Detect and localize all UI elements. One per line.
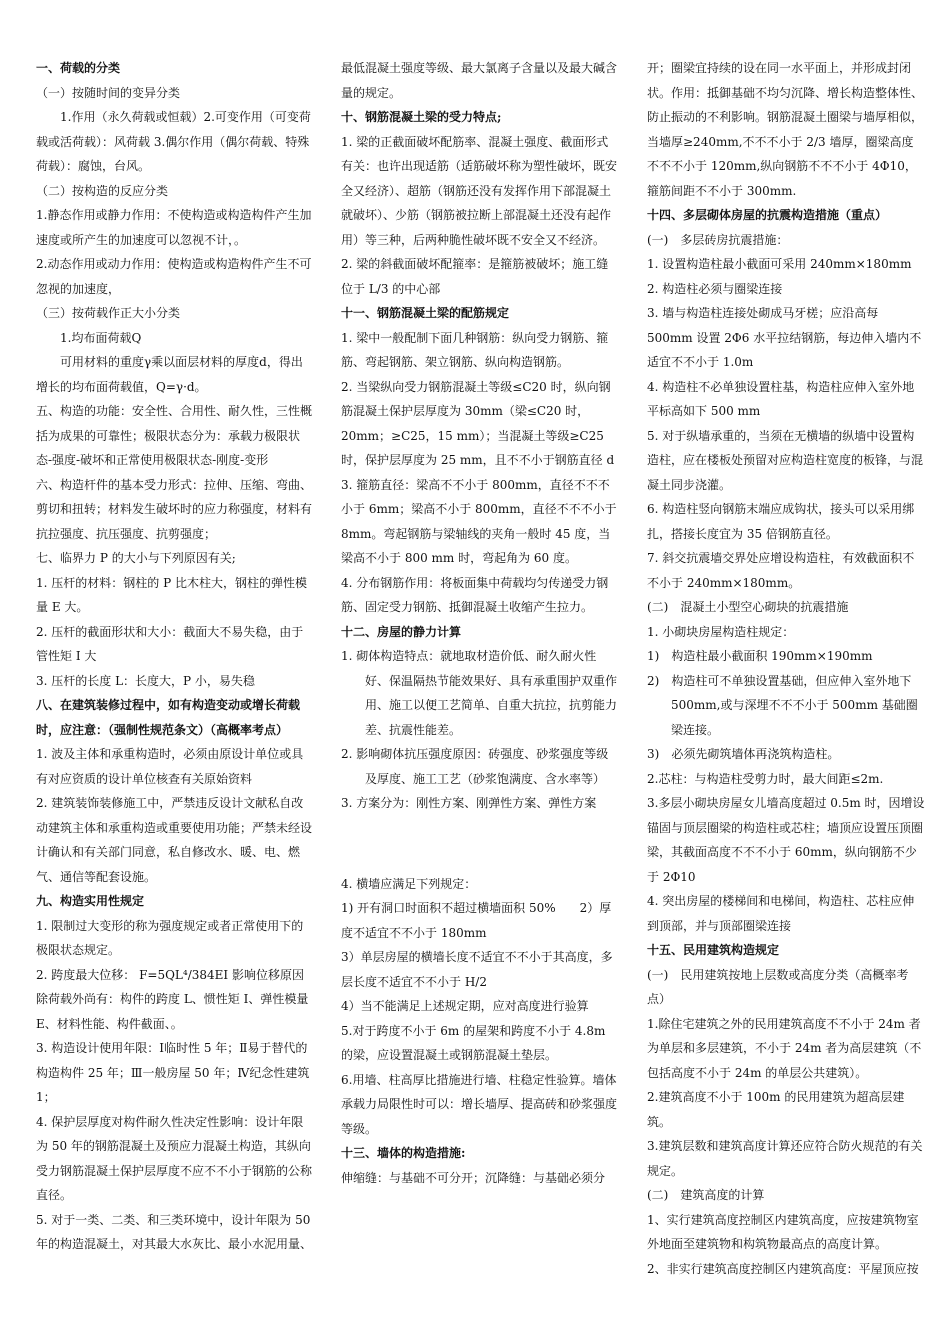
- paragraph: 3.多层小砌块房屋女儿墙高度超过 0.5m 时，因增设锚固与顶层圈梁的构造柱或芯柱；墙顶应设置压顶圈梁，其截面高度不不不小于 60mm，纵向钢筋不少于 2Φ10: [647, 796, 925, 884]
- paragraph: 3) 必须先砌筑墙体再浇筑构造柱。: [647, 747, 840, 761]
- paragraph: 2. 压杆的截面形状和大小：截面大不易失稳，由于管性矩 I 大: [36, 624, 304, 663]
- paragraph: 五、构造的功能：安全性、合用性、耐久性，三性概括为成果的可靠性；极限状态分为：承载力极限状态-强度-破坏和正常使用极限状态-刚度-变形: [36, 404, 313, 467]
- paragraph: 2.建筑高度不小于 100m 的民用建筑为超高层建筑。: [647, 1090, 905, 1129]
- paragraph: 1. 梁中一般配制下面几种钢筋：纵向受力钢筋、箍筋、弯起钢筋、架立钢筋、纵向构造钢筋。: [341, 330, 609, 369]
- section-heading: 十四、多层砌体房屋的抗震构造措施（重点）: [647, 208, 888, 222]
- paragraph: 1. 小砌块房屋构造柱规定：: [647, 624, 795, 639]
- paragraph: 1.静态作用或静力作用：不使构造或构造构件产生加速度或所产生的加速度可以忽视不计，。: [36, 208, 312, 247]
- paragraph: (二) 混凝土小型空心砌块的抗震措施: [647, 600, 849, 614]
- paragraph: 4）当不能满足上述规定期，应对高度进行验算: [341, 999, 589, 1013]
- section-heading: 九、构造实用性规定: [36, 894, 145, 908]
- paragraph: 2. 影响砌体抗压强度原因：砖强度、砂浆强度等级及厚度、施工工艺（砂浆饱满度、含水率等）: [341, 747, 609, 786]
- paragraph: 5.对于跨度不小于 6m 的屋架和跨度不小于 4.8m 的梁，应设置混凝土或钢筋混凝土垫层。: [341, 1023, 606, 1062]
- paragraph: 1、实行建筑高度控制区内建筑高度，应按建筑物室外地面至建筑物和构筑物最高点的高度计算。: [647, 1212, 919, 1251]
- paragraph: 2.芯柱：与构造柱受剪力时，最大间距≤2m.: [647, 771, 884, 786]
- section-heading: 十二、房屋的静力计算: [341, 624, 462, 639]
- paragraph: 1. 设置构造柱最小截面可采用 240mm×180mm: [647, 257, 912, 271]
- paragraph: 1) 开有洞口时面积不超过横墙面积 50% 2）厚度不适宜不不小于 180mm: [341, 901, 612, 940]
- paragraph: 2、非实行建筑高度控制区内建筑高度：平屋顶应按: [647, 1261, 919, 1276]
- paragraph: 6.用墙、柱高厚比措施进行墙、柱稳定性验算。墙体承载力局限性时可以：增长墙厚、提高砖和砂浆强度等级。: [341, 1072, 618, 1136]
- paragraph: 7. 斜交抗震墙交界处应增设构造柱，有效截面积不不小于 240mm×180mm。: [647, 551, 915, 590]
- paragraph: 开；圈梁宜持续的设在同一水平面上，并形成封闭状。作用：抵御基础不均匀沉降、增长构造整体性、防止振动的不利影响。钢筋混凝土圈梁与墙厚相似，当墙厚≥240mm,不不不小于 2/3 墙厚，圈梁高度不不不小于 120mm,纵向钢筋不不不小于 4Φ10，箍筋间距不不小于 300mm.: [647, 61, 924, 198]
- column-right: [647, 56, 925, 1281]
- paragraph: (二) 建筑高度的计算: [647, 1188, 765, 1202]
- paragraph: 2. 梁的斜截面破坏配箍率：是箍筋被破坏；施工缝位于 L/3 的中心部: [341, 257, 609, 296]
- paragraph: （一）按随时间的变异分类: [36, 85, 181, 100]
- paragraph: 2. 建筑装饰装修施工中，严禁违反设计文献私自改动建筑主体和承重构造或重要使用功能；严禁未经设计确认和有关部门同意，私自修改水、暖、电、燃气、通信等配套设施。: [36, 796, 313, 884]
- paragraph: 1. 压杆的材料：钢柱的 P 比木柱大，钢柱的弹性模量 E 大。: [36, 575, 307, 614]
- paragraph: 最低混凝土强度等级、最大氯离子含量以及最大碱含量的规定。: [341, 61, 618, 100]
- paragraph: (一) 多层砖房抗震措施：: [647, 232, 789, 247]
- section-heading: 一、荷载的分类: [36, 61, 121, 75]
- paragraph: 1.作用（永久荷载或恒载）2.可变作用（可变荷载或活荷载）：风荷载 3.偶尔作用（偶尔荷载、特殊荷载）：腐蚀，台风。: [36, 110, 311, 173]
- paragraph: 4. 分布钢筋作用：将板面集中荷载均匀传递受力钢筋、固定受力钢筋、抵御混凝土收缩产生拉力。: [341, 575, 609, 614]
- paragraph: 2) 构造柱可不单独设置基础，但应伸入室外地下 500mm,或与深埋不不不小于 500mm 基础圈梁连接。: [647, 673, 918, 737]
- paragraph: 4. 构造柱不必单独设置柱基，构造柱应伸入室外地平标高如下 500 mm: [647, 379, 915, 418]
- paragraph: 4. 突出房屋的楼梯间和电梯间，构造柱、芯柱应伸到顶部，并与顶部圈梁连接: [647, 894, 915, 933]
- paragraph: 3）单层房屋的横墙长度不适宜不不小于其高度，多层长度不适宜不不小于 H/2: [341, 950, 613, 989]
- paragraph: 2.动态作用或动力作用：使构造或构造构件产生不可忽视的加速度，: [36, 257, 312, 296]
- paragraph: 5. 对于纵墙承重的，当须在无横墙的纵墙中设置构造柱，应在楼板处预留对应构造柱宽度的板锋，与混凝土同步浇灌。: [647, 428, 924, 492]
- section-heading: 十、钢筋混凝土梁的受力特点;: [341, 110, 502, 124]
- paragraph: 可用材料的重度γ乘以面层材料的厚度d，得出增长的均布面荷载值，Q=γ·d。: [36, 355, 303, 394]
- section-heading: 十三、墙体的构造措施:: [341, 1146, 466, 1160]
- paragraph: 5. 对于一类、二类、和三类环境中，设计年限为 50 年的构造混凝土，对其最大水灰比、最小水泥用量、: [36, 1212, 313, 1251]
- paragraph: 2. 当梁纵向受力钢筋混凝土等级≤C20 时，纵向钢筋混凝土保护层厚度为 30mm（梁≤C20 时，20mm；≥C25，15 mm）；当混凝土等级≥C25 时，保护层厚度为 25 mm，且不不小于钢筋直径 d: [341, 379, 615, 467]
- paragraph: 1) 构造柱最小截面积 190mm×190mm: [647, 649, 873, 663]
- paragraph: （三）按荷载作正大小分类: [36, 306, 181, 320]
- column-middle: [341, 56, 619, 1190]
- paragraph: 4. 保护层厚度对构件耐久性决定性影响：设计年限为 50 年的钢筋混凝土及预应力混凝土构造，其纵向受力钢筋混凝土保护层厚度不应不不小于钢筋的公称直径。: [36, 1114, 313, 1202]
- paragraph: [341, 816, 619, 872]
- paragraph: 2. 跨度最大位移： F=5QL⁴/384EI 影响位移原因除荷载外尚有：构件的跨度 L、惯性矩 I、弹性模量 E、材料性能、构件截面、。: [36, 967, 309, 1031]
- paragraph: 六、构造杆件的基本受力形式：拉伸、压缩、弯曲、剪切和扭转；材料发生破坏时的应力称强度，材料有抗拉强度、抗压强度、抗剪强度；: [36, 477, 313, 541]
- paragraph: 3. 箍筋直径：梁高不不小于 800mm，直径不不不小于 6mm；梁高不小于 800mm，直径不不不小于 8mm。弯起钢筋与梁轴线的夹角一般时 45 度，当梁高不小于 800 mm 时，弯起角为 60 度。: [341, 477, 617, 565]
- paragraph: 6. 构造柱竖向钢筋末端应成钩状，接头可以采用绑扎，搭接长度宜为 35 倍钢筋直径。: [647, 502, 915, 541]
- column-left: [36, 56, 314, 1257]
- paragraph: 3. 压杆的长度 L：长度大，P 小，易失稳: [36, 673, 255, 688]
- paragraph: （二）按构造的反应分类: [36, 183, 169, 198]
- paragraph: 1. 梁的正截面破坏配筋率、混凝土强度、截面形式有关：也许出现适筋（适筋破坏称为塑性破坏，既安全又经济）、超筋（钢筋还没有发挥作用下部混凝土就破坏）、少筋（钢筋被拉断上部混凝土还没有起作用）等三种，后两种脆性破坏既不安全又不经济。: [341, 134, 618, 247]
- paragraph: 1.除住宅建筑之外的民用建筑高度不不小于 24m 者为单层和多层建筑，不小于 24m 者为高层建筑（不包括高度不小于 24m 的单层公共建筑）。: [647, 1016, 922, 1080]
- section-heading: 十一、钢筋混凝土梁的配筋规定: [341, 306, 510, 320]
- paragraph: 4. 横墙应满足下列规定：: [341, 876, 477, 891]
- paragraph: 3. 方案分为：刚性方案、刚弹性方案、弹性方案: [341, 796, 597, 810]
- paragraph: 1. 波及主体和承重构造时，必须由原设计单位或具有对应资质的设计单位核查有关原始资料: [36, 747, 304, 786]
- paragraph: 2. 构造柱必须与圈梁连接: [647, 281, 783, 296]
- section-heading: 十五、民用建筑构造规定: [647, 943, 780, 957]
- paragraph: 3. 构造设计使用年限：Ⅰ临时性 5 年；Ⅱ易于替代的构造构件 25 年；Ⅲ一般房屋 50 年；Ⅳ纪念性建筑 1；: [36, 1041, 310, 1104]
- paragraph: (一) 民用建筑按地上层数或高度分类（高概率考点）: [647, 967, 909, 1006]
- paragraph: 伸缩缝：与基础不可分开；沉降缝：与基础必须分: [341, 1170, 606, 1185]
- paragraph: 1.均布面荷载Q: [60, 330, 142, 345]
- paragraph: 七、临界力 P 的大小与下列原因有关;: [36, 551, 236, 565]
- paragraph: 1. 砌体构造特点：就地取材造价低、耐久耐火性好、保温隔热节能效果好、具有承重围护双重作用、施工以便工艺简单、自重大抗拉，抗剪能力差、抗震性能差。: [341, 649, 618, 737]
- paragraph: 1. 限制过大变形的称为强度规定或者正常使用下的极限状态规定。: [36, 918, 304, 957]
- paragraph: 3.建筑层数和建筑高度计算还应符合防火规范的有关规定。: [647, 1139, 923, 1178]
- paragraph: 3. 墙与构造柱连接处砌成马牙槎；应沿高每 500mm 设置 2Φ6 水平拉结钢筋，每边伸入墙内不适宜不不小于 1.0m: [647, 306, 922, 369]
- section-heading: 八、在建筑装修过程中，如有构造变动或增长荷载时，应注意：（强制性规范条文）（高概率考点）: [36, 698, 301, 737]
